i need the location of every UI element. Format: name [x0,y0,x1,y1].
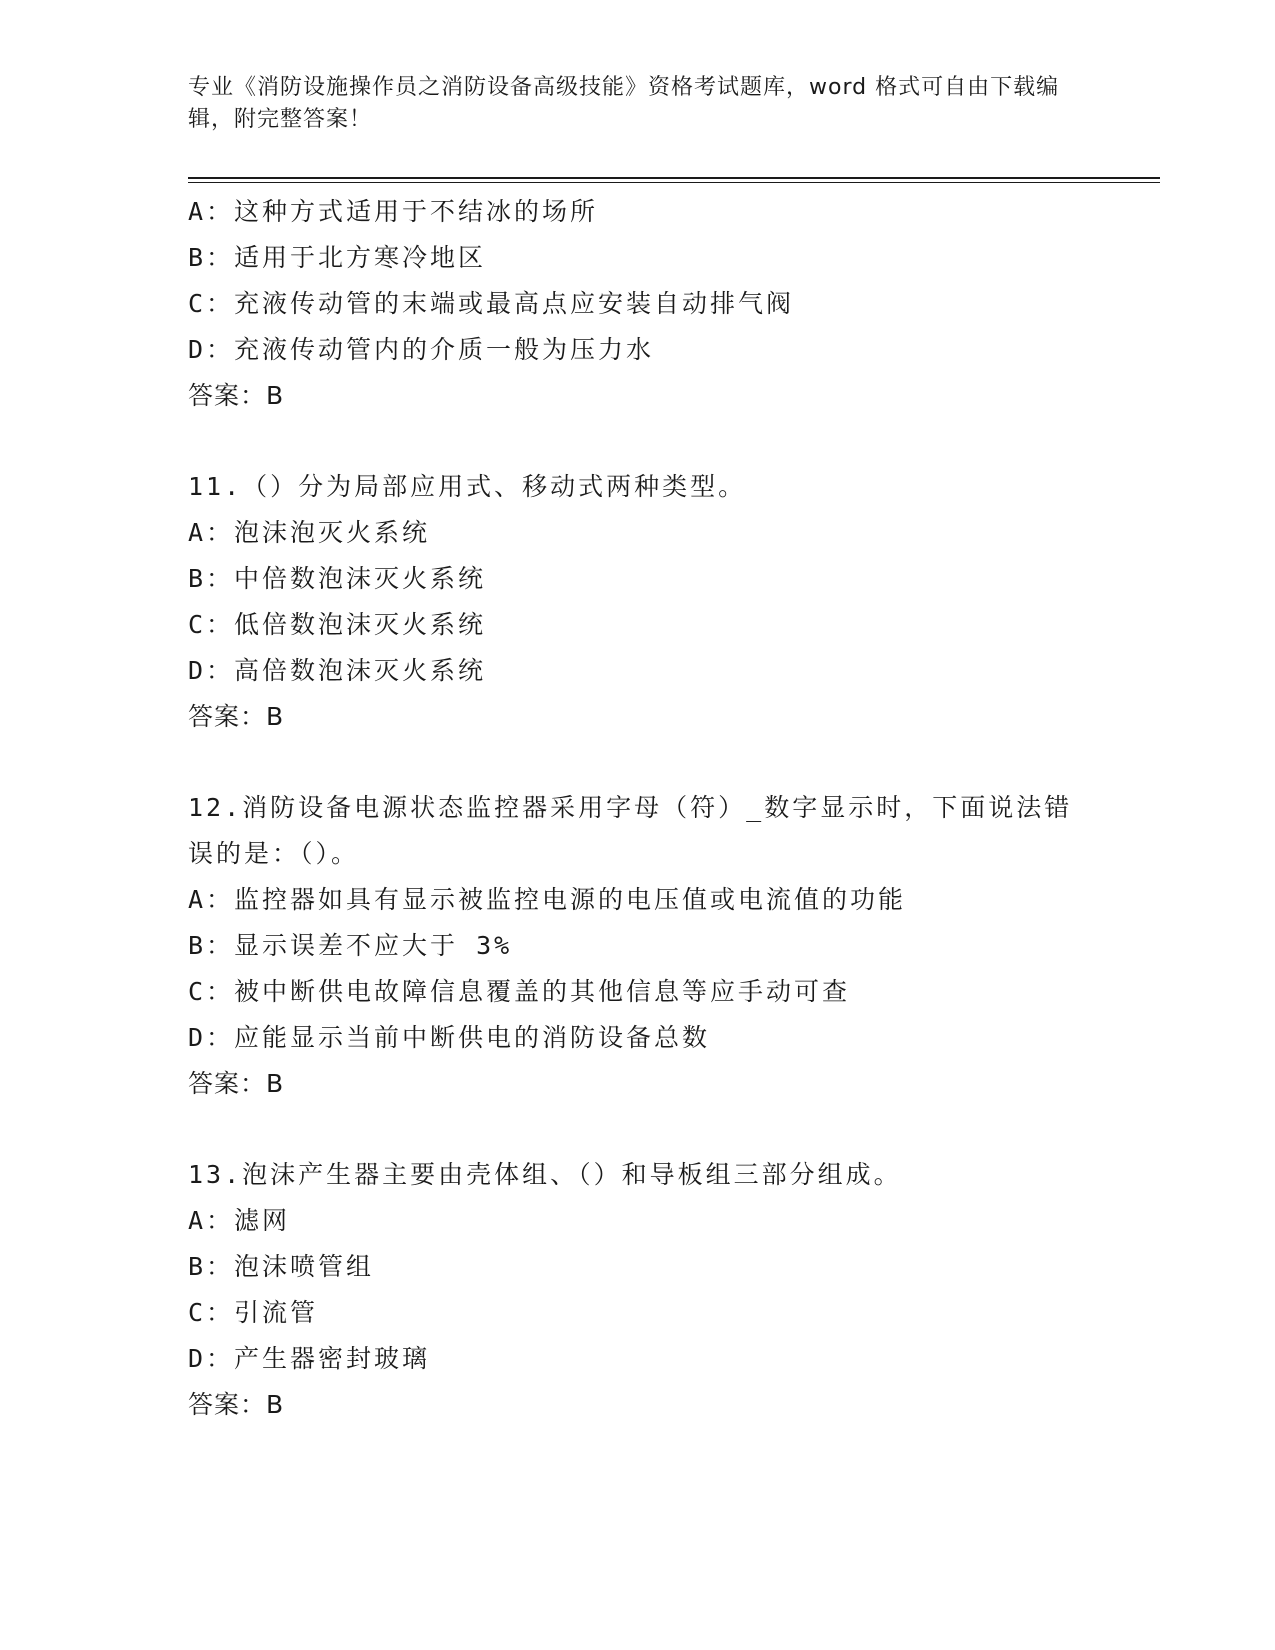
answer-line: 答案：B [188,1390,285,1419]
option-a: A：滤网 [188,1206,291,1235]
option-c: C：被中断供电故障信息覆盖的其他信息等应手动可查 [188,977,851,1006]
option-b: B：中倍数泡沫灭火系统 [188,564,487,593]
block-spacer [188,1107,1088,1152]
option-d: D：应能显示当前中断供电的消防设备总数 [188,1023,711,1052]
document-header: 专业《消防设施操作员之消防设备高级技能》资格考试题库，word 格式可自由下载编辑，附完整答案！ [188,75,1060,132]
header-divider-thin [188,182,1160,183]
option-d: D：充液传动管内的介质一般为压力水 [188,335,655,364]
option-d: D：产生器密封玻璃 [188,1344,431,1373]
header-divider-thick [188,177,1160,179]
block-spacer [188,740,1088,785]
option-a: A：监控器如具有显示被监控电源的电压值或电流值的功能 [188,885,907,914]
question-text: 12.消防设备电源状态监控器采用字母（符）_数字显示时，下面说法错误的是：（）。 [188,793,1073,868]
option-c: C：充液传动管的末端或最高点应安装自动排气阀 [188,289,795,318]
question-text: 13.泡沫产生器主要由壳体组、（）和导板组三部分组成。 [188,1160,902,1189]
option-b: B：泡沫喷管组 [188,1252,375,1281]
question-list [188,189,1088,1428]
option-c: C：引流管 [188,1298,319,1327]
option-c: C：低倍数泡沫灭火系统 [188,610,487,639]
answer-line: 答案：B [188,702,285,731]
option-d: D：高倍数泡沫灭火系统 [188,656,487,685]
question-block [188,785,1088,1107]
question-text: 11.（）分为局部应用式、移动式两种类型。 [188,472,747,501]
answer-line: 答案：B [188,381,285,410]
block-spacer [188,419,1088,464]
option-a: A：这种方式适用于不结冰的场所 [188,197,599,226]
option-b: B：适用于北方寒冷地区 [188,243,487,272]
question-block [188,189,1088,419]
question-block [188,1152,1088,1428]
option-b: B：显示误差不应大于 3% [188,931,513,960]
option-a: A：泡沫泡灭火系统 [188,518,431,547]
answer-line: 答案：B [188,1069,285,1098]
question-block [188,464,1088,740]
